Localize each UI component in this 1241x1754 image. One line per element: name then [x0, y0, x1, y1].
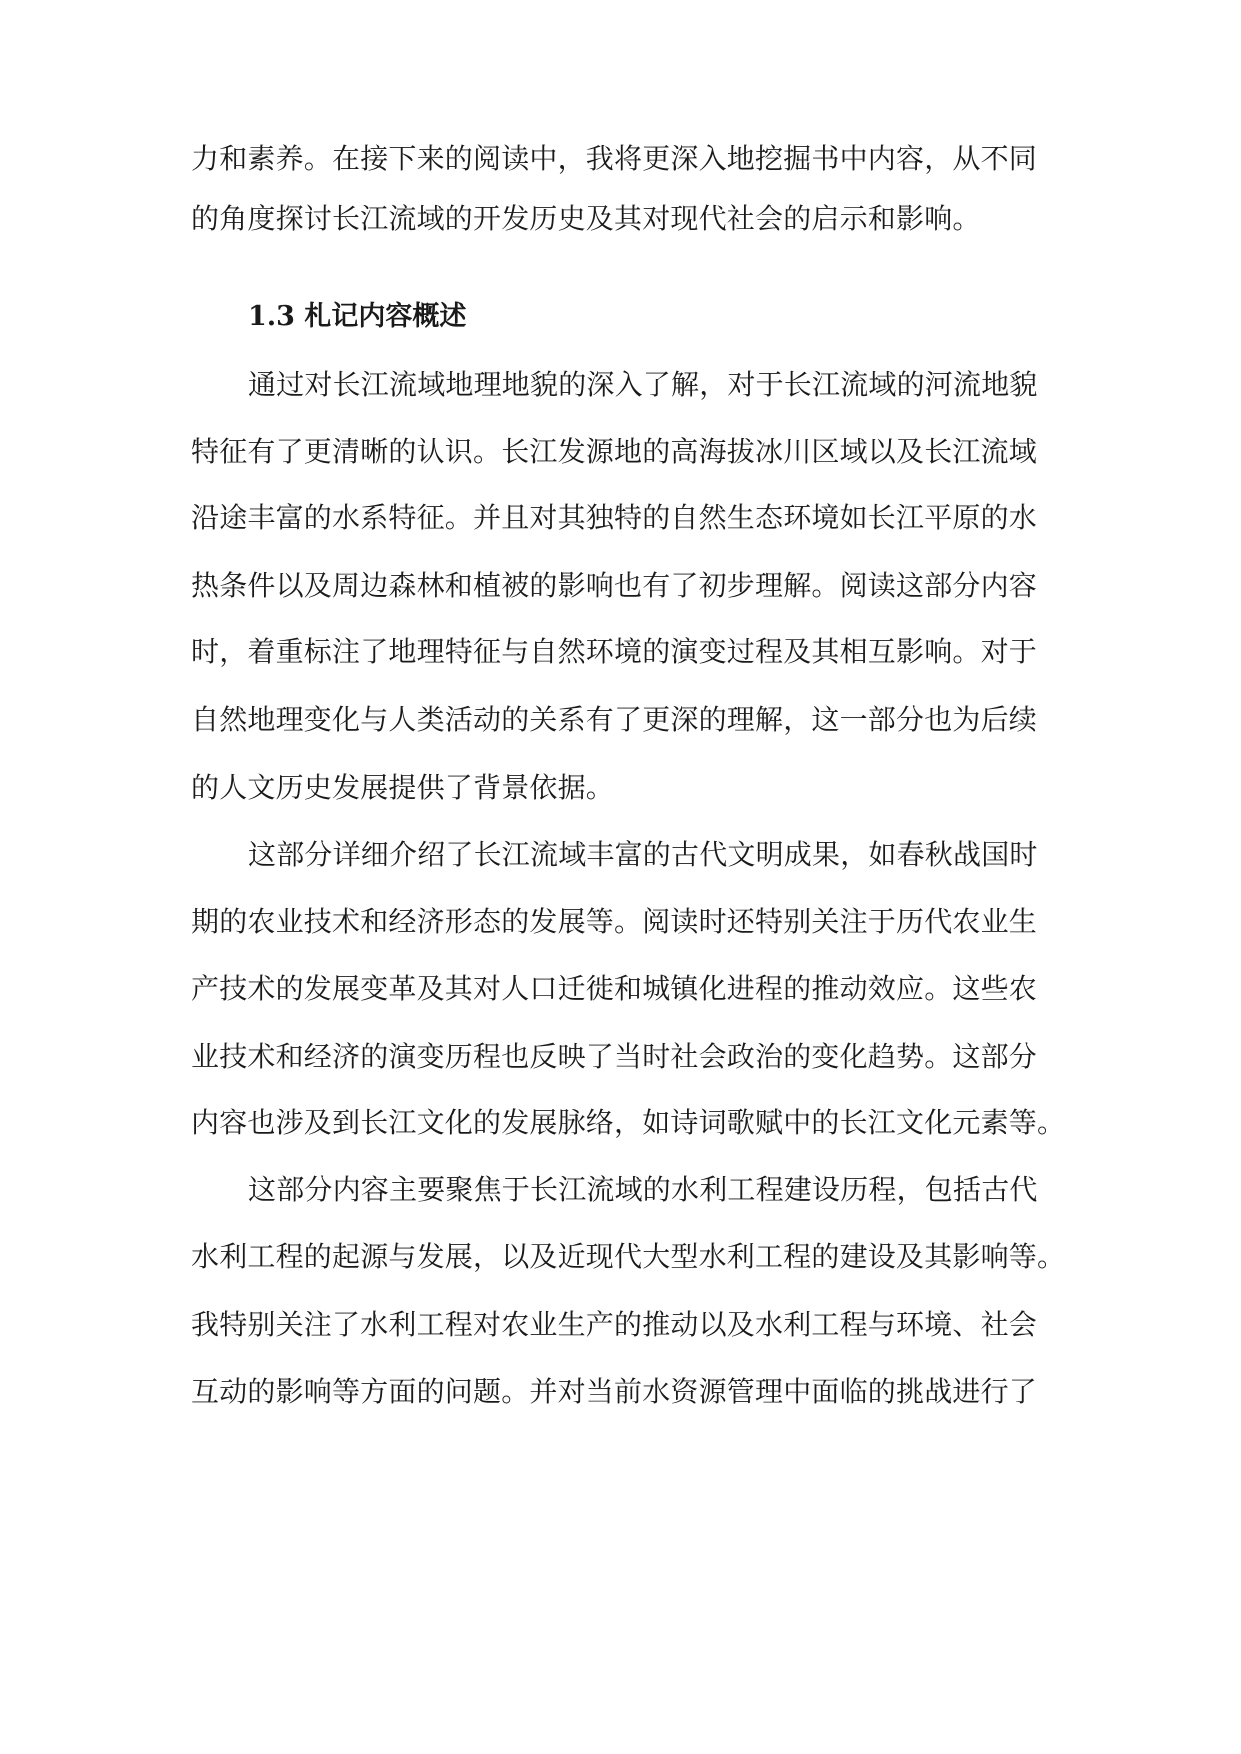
- paragraph-3-line-1: 这部分内容主要聚焦于长江流域的水利工程建设历程，包括古代: [248, 1173, 1038, 1206]
- paragraph-2-line-5: 内容也涉及到长江文化的发展脉络，如诗词歌赋中的长江文化元素等。: [191, 1106, 1066, 1139]
- paragraph-1-line-4: 热条件以及周边森林和植被的影响也有了初步理解。阅读这部分内容: [191, 569, 1038, 602]
- paragraph-1-line-6: 自然地理变化与人类活动的关系有了更深的理解，这一部分也为后续: [191, 703, 1038, 736]
- section-heading: 1.3 札记内容概述: [248, 301, 467, 332]
- paragraph-2-line-3: 产技术的发展变革及其对人口迁徙和城镇化进程的推动效应。这些农: [191, 972, 1038, 1005]
- paragraph-1-line-1: 通过对长江流域地理地貌的深入了解，对于长江流域的河流地貌: [248, 368, 1038, 401]
- intro-line-2: 的角度探讨长江流域的开发历史及其对现代社会的启示和影响。: [191, 202, 981, 235]
- paragraph-2-line-1: 这部分详细介绍了长江流域丰富的古代文明成果，如春秋战国时: [248, 838, 1038, 871]
- paragraph-1-line-3: 沿途丰富的水系特征。并且对其独特的自然生态环境如长江平原的水: [191, 501, 1038, 534]
- paragraph-3-line-3: 我特别关注了水利工程对农业生产的推动以及水利工程与环境、社会: [191, 1308, 1038, 1341]
- paragraph-1-line-7: 的人文历史发展提供了背景依据。: [191, 771, 615, 804]
- paragraph-1-line-2: 特征有了更清晰的认识。长江发源地的高海拔冰川区域以及长江流域: [191, 435, 1038, 468]
- paragraph-2-line-2: 期的农业技术和经济形态的发展等。阅读时还特别关注于历代农业生: [191, 905, 1038, 938]
- paragraph-1-line-5: 时，着重标注了地理特征与自然环境的演变过程及其相互影响。对于: [191, 635, 1038, 668]
- paragraph-2-line-4: 业技术和经济的演变历程也反映了当时社会政治的变化趋势。这部分: [191, 1040, 1038, 1073]
- paragraph-3-line-4: 互动的影响等方面的问题。并对当前水资源管理中面临的挑战进行了: [191, 1375, 1038, 1408]
- paragraph-3-line-2: 水利工程的起源与发展，以及近现代大型水利工程的建设及其影响等。: [191, 1240, 1066, 1273]
- intro-line-1: 力和素养。在接下来的阅读中，我将更深入地挖掘书中内容，从不同: [191, 142, 1038, 175]
